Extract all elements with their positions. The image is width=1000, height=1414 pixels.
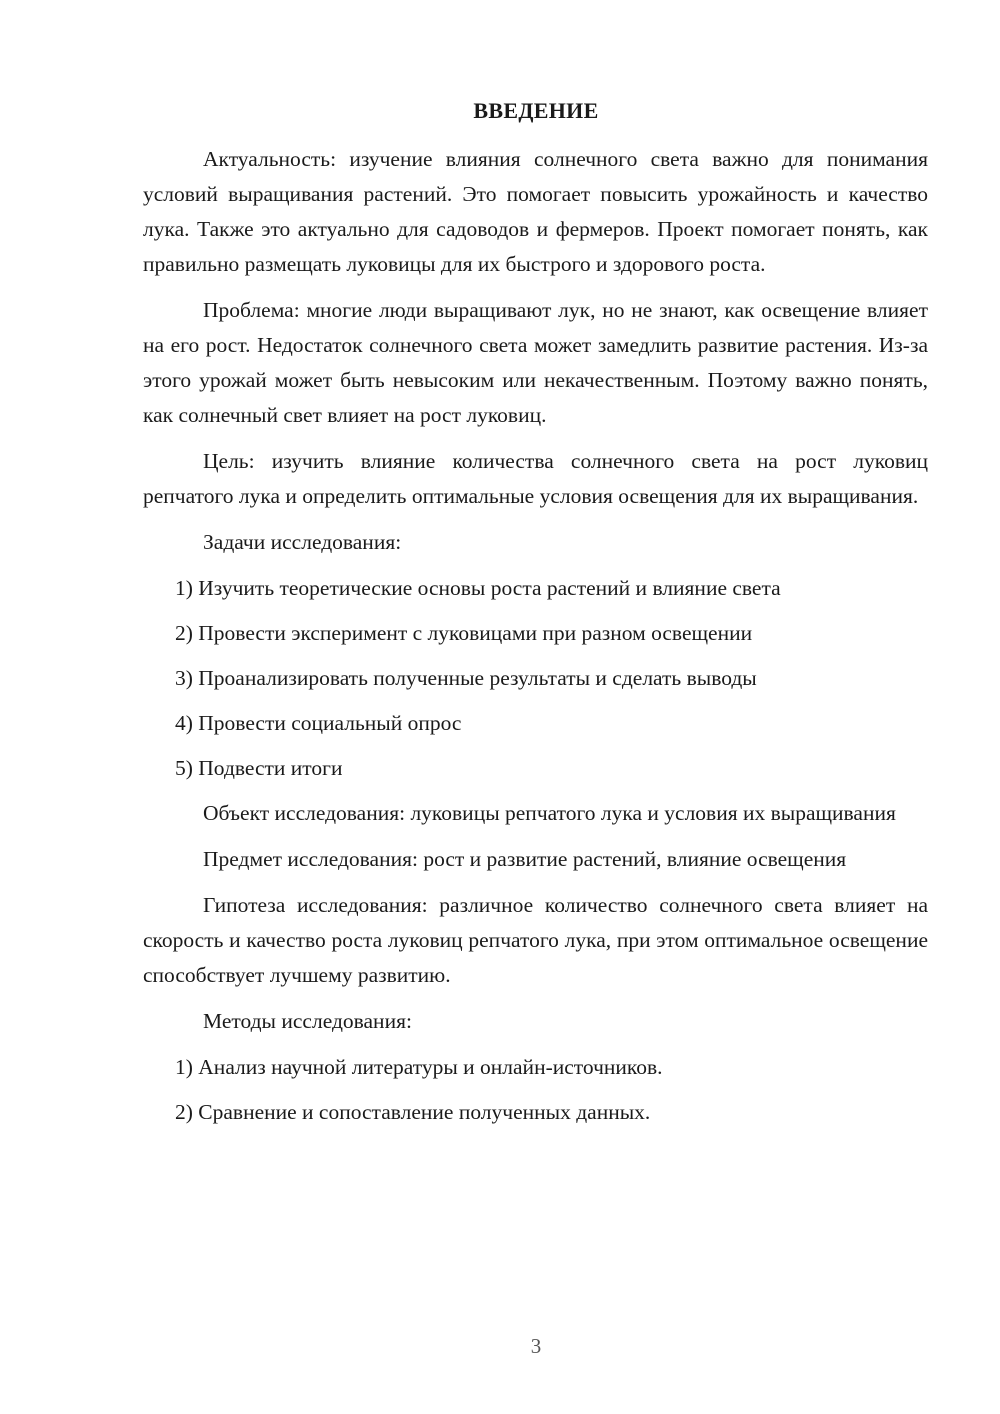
list-item: 1) Анализ научной литературы и онлайн-источников.	[175, 1055, 663, 1079]
page-number: 3	[530, 1334, 542, 1358]
list-item: 3) Проанализировать полученные результаты и сделать выводы	[175, 666, 757, 690]
methods-list	[143, 1050, 928, 1130]
paragraph-hypothesis: Гипотеза исследования: различное количество солнечного света влияет на скорость и качество роста луковиц репчатого лука, при этом оптимальное освещение способствует лучшему развитию.	[143, 893, 928, 987]
list-item: 5) Подвести итоги	[175, 756, 343, 780]
tasks-heading: Задачи исследования:	[203, 530, 402, 554]
paragraph-problem: Проблема: многие люди выращивают лук, но не знают, как освещение влияет на его рост. Недостаток солнечного света может замедлить развитие растения. Из-за этого урожай может быть невысоким или некачественным. Поэтому важно понять, как солнечный свет влияет на рост луковиц.	[143, 298, 928, 427]
paragraph-relevance: Актуальность: изучение влияния солнечного света важно для понимания условий выращивания растений. Это помогает повысить урожайность и качество лука. Также это актуально для садоводов и фермеров. Проект помогает понять, как правильно размещать луковицы для их быстрого и здорового роста.	[143, 147, 928, 276]
paragraph-subject: Предмет исследования: рост и развитие растений, влияние освещения	[203, 847, 847, 871]
methods-heading: Методы исследования:	[203, 1009, 412, 1033]
tasks-list	[143, 571, 928, 786]
paragraph-goal: Цель: изучить влияние количества солнечного света на рост луковиц репчатого лука и определить оптимальные условия освещения для их выращивания.	[143, 449, 928, 508]
list-item: 2) Сравнение и сопоставление полученных данных.	[175, 1100, 651, 1124]
document-body	[143, 142, 928, 1140]
paragraph-object: Объект исследования: луковицы репчатого лука и условия их выращивания	[203, 801, 896, 825]
section-title: ВВЕДЕНИЕ	[473, 98, 599, 123]
list-item: 1) Изучить теоретические основы роста растений и влияние света	[175, 576, 781, 600]
list-item: 4) Провести социальный опрос	[175, 711, 462, 735]
list-item: 2) Провести эксперимент с луковицами при разном освещении	[175, 621, 753, 645]
